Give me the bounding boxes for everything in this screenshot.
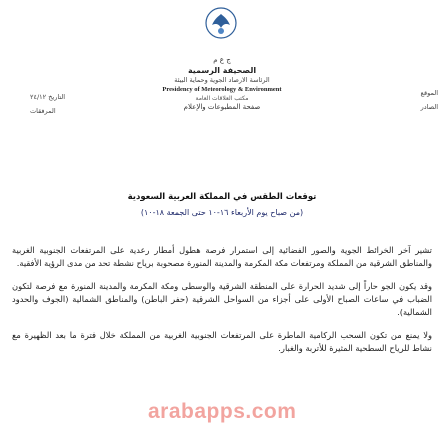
side-left-label: المرفقات [30, 107, 56, 115]
header-side-left [30, 90, 100, 118]
letterhead-line1: ج ع م [213, 56, 231, 64]
falcon-emblem-icon [204, 6, 238, 40]
document-body [12, 244, 432, 365]
letterhead-line6: صفحة المطبوعات والإعلام [183, 103, 261, 111]
side-right-label: الصادر [420, 103, 438, 111]
document-title: توقعات الطقس في المملكة العربية السعودية [127, 192, 317, 202]
side-left-label: التاريخ ٢٤/١٢ [30, 93, 66, 101]
letterhead-line3: الرئاسة الارصاد الجوية وحماية البيئة [174, 76, 270, 84]
watermark: arabapps.com [148, 400, 297, 423]
document-subtitle: (من صباح يوم الأربعاء ١٦-١٠ حتى الجمعة ١٨-١٠) [140, 208, 304, 217]
side-right-label: الموقع [420, 89, 438, 97]
letterhead-english-name: Presidency of Meteorology & Environment [162, 86, 282, 93]
body-paragraph: وقد يكون الجو حاراً إلى شديد الحرارة على المنطقة الشرقية والوسطى ومكة المكرمة والمدينة المنورة مع فرصة لتكون الضباب في ساعات الصباح الأولى على أجزاء من السواحل الشرقية (حفر الباطن) والمناطق الشمالية (الجوف والحدود الشمالية). [12, 281, 432, 317]
body-paragraph: تشير آخر الخرائط الجوية والصور الفضائية إلى استمرار فرصة هطول أمطار رعدية على المرتفعات الجنوبية الغربية والمناطق الشرقية من المملكة ومرتفعات مكة المكرمة والمدينة المنورة مصحوبة برياح نشطة تحد من مدى الرؤية الأفقية. [12, 245, 432, 268]
letterhead-line2: الصحيفة الرسمية [187, 66, 257, 75]
letterhead-line5: مكتب العلاقات العامة [195, 95, 249, 102]
letterhead [124, 56, 320, 112]
header-side-right [354, 86, 438, 114]
body-paragraph: ولا يمنع من تكون السحب الركامية الماطرة على المرتفعات الجنوبية الغربية من المملكة خلال فترة ما بعد الظهيرة مع نشاط للرياح السطحية المثيرة للأتربة والغبار. [12, 330, 432, 353]
